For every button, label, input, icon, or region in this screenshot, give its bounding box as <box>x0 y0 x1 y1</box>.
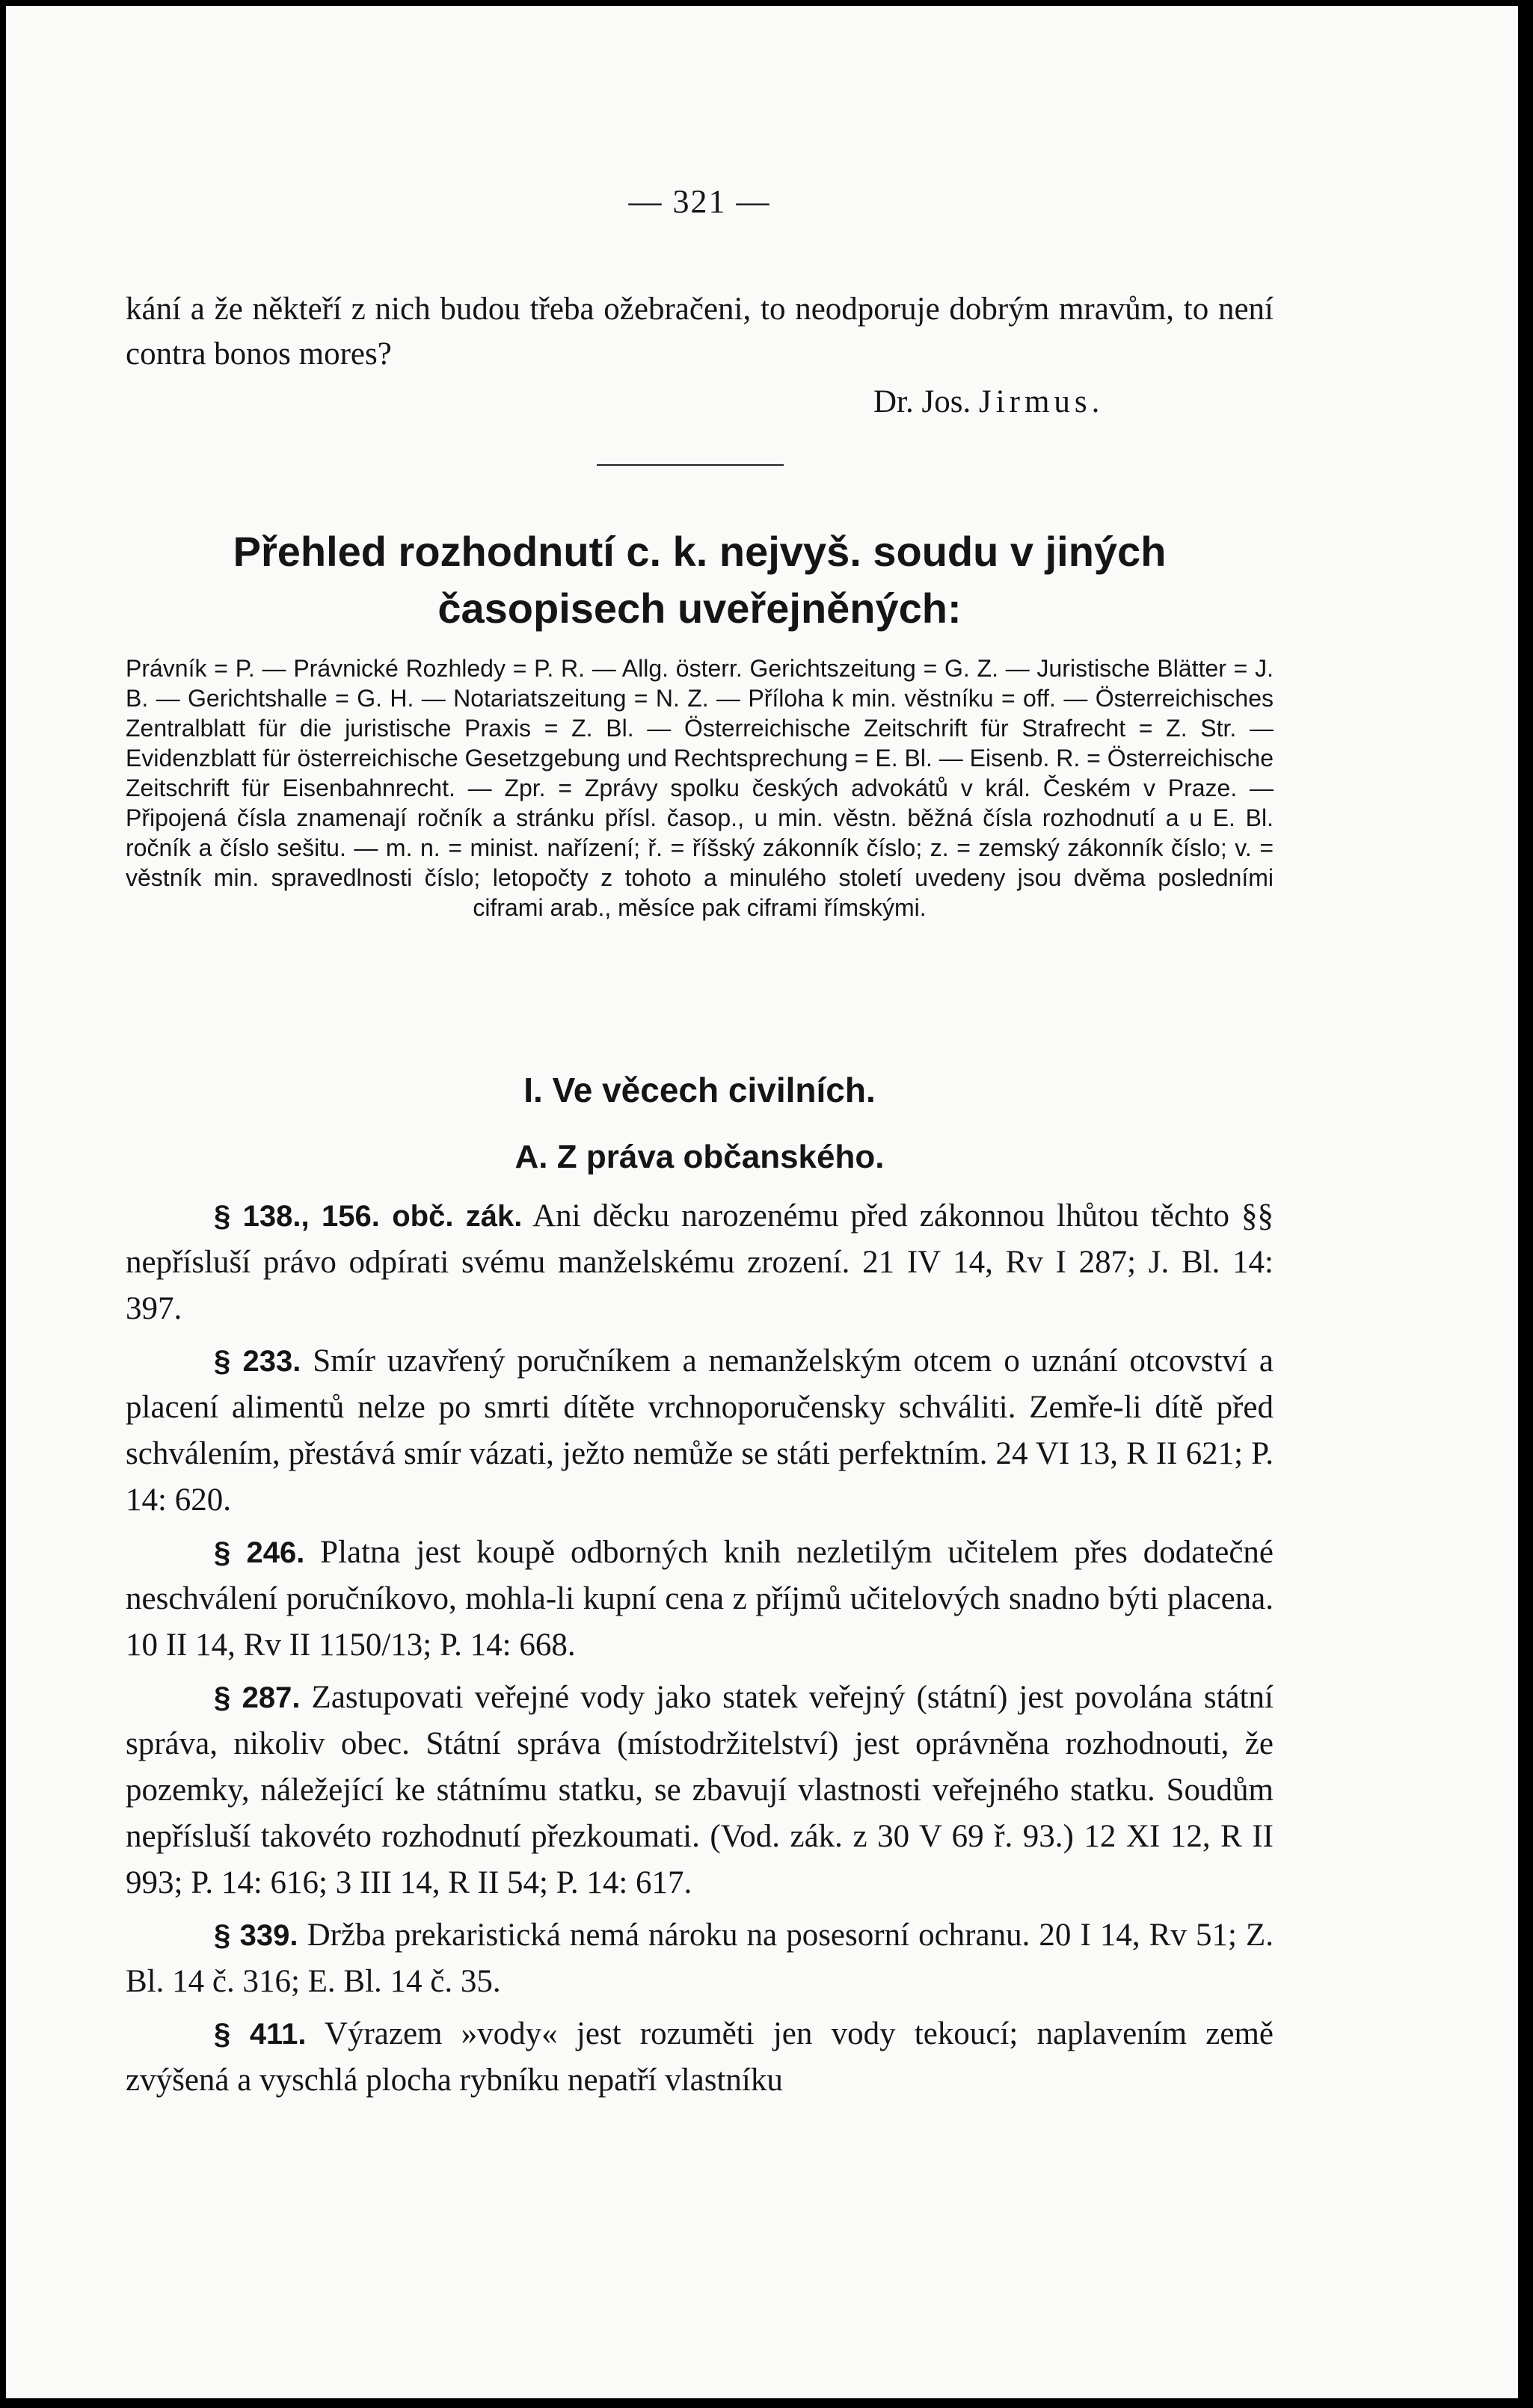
main-heading <box>126 523 1274 637</box>
entry-text: Smír uzavřený poručníkem a nemanželským otcem o uznání otcovství a placení alimentů nelze po smrti dítěte vrchnoporučensky schváliti. Zemře-li dítě před schválením, přestává smír vázati, ježto nemůže se státi perfektním. 24 VI 13, R II 621; P. 14: 620. <box>126 1343 1274 1518</box>
entry-reference: § 233. <box>214 1345 301 1378</box>
section-title: I. Ve věcech civilních. <box>523 1071 876 1109</box>
author-signature <box>873 380 1307 425</box>
decision-entry <box>126 1675 1274 1906</box>
entry-text: Držba prekaristická nemá nároku na posesorní ochranu. 20 I 14, Rv 51; Z. Bl. 14 č. 316; E. Bl. 14 č. 35. <box>126 1918 1274 1999</box>
page-number: — 321 — <box>628 183 771 220</box>
abbreviations-paragraph: Právník = P. — Právnické Rozhledy = P. R. — Allg. österr. Gerichtszeitung = G. Z. — Juristische Blätter = J. B. — Gerichtshalle = G. H. — Notariatszeitung = N. Z. — Příloha k min. věstníku = off. — Österreichisches Zentralblatt für die juristische Praxis = Z. Bl. — Österreichische Zeitschrift für Strafrecht = Z. Str. — Evidenzblatt für österreichische Gesetzgebung und Rechtsprechung = E. Bl. — Eisenb. R. = Österreichische Zeitschrift für Eisenbahnrecht. — Zpr. = Zprávy spolku českých advokátů v král. Českém v Praze. — Připojená čísla znamenají ročník a stránku přísl. časop., u min. věstn. běžná čísla rozhodnutí a u E. Bl. ročník a číslo sešitu. — m. n. = minist. nařízení; ř. = říšský zákonník číslo; z. = zemský zákonník číslo; v. = věstník min. spravedlnosti číslo; letopočty z tohoto a minulého století uvedeny jsou dvěma posledními ciframi arab., měsíce pak ciframi římskými. <box>126 655 1274 921</box>
decision-entry <box>126 2011 1274 2104</box>
decision-entry <box>126 1193 1274 1332</box>
book-page <box>6 6 1518 2398</box>
entry-text: Zastupovati veřejné vody jako statek veřejný (státní) jest povolána státní správa, nikoliv obec. Státní správa (místodržitelství) jest oprávněna rozhodnouti, že pozemky, náležející ke státnímu statku, se zbavují vlastnosti veřejného statku. Soudům nepřísluší takovéto rozhodnutí přezkoumati. (Vod. zák. z 30 V 69 ř. 93.) 12 XI 12, R II 993; P. 14: 616; 3 III 14, R II 54; P. 14: 617. <box>126 1680 1274 1900</box>
decision-entry <box>126 1338 1274 1524</box>
subsection-title: A. Z práva občanského. <box>514 1139 885 1175</box>
signature-prefix: Dr. Jos. <box>873 384 979 419</box>
entry-text: Výrazem »vody« jest rozuměti jen vody tekoucí; naplavením země zvýšená a vyschlá plocha rybníku nepatří vlastníku <box>126 2016 1274 2098</box>
entry-reference: § 287. <box>214 1681 301 1714</box>
section-divider <box>597 464 784 466</box>
entry-reference: § 246. <box>214 1536 305 1569</box>
decision-entry <box>126 1912 1274 2005</box>
entry-text: Ani děcku narozenému před zákonnou lhůtou těchto §§ nepřísluší právo odpírati svému manželskému zrození. 21 IV 14, Rv I 287; J. Bl. 14: 397. <box>126 1198 1274 1326</box>
decision-entry <box>126 1530 1274 1669</box>
entry-reference: § 339. <box>214 1919 298 1952</box>
entry-text: Platna jest koupě odborných knih nezletilým učitelem přes dodatečné neschválení poručníkovo, mohla-li kupní cena z příjmů učitelových snadno býti placena. 10 II 14, Rv II 1150/13; P. 14: 668. <box>126 1535 1274 1663</box>
main-heading-line-2: časopisech uveřejněných: <box>437 585 962 632</box>
signature-name: Jirmus. <box>978 384 1105 419</box>
opening-paragraph: kání a že někteří z nich budou třeba ožebračeni, to neodporuje dobrým mravům, to není contra bonos mores? <box>126 292 1274 372</box>
entry-reference: § 411. <box>214 2018 307 2051</box>
entry-reference: § 138., 156. obč. zák. <box>214 1200 523 1233</box>
decision-entries <box>126 1193 1274 2110</box>
main-heading-line-1: Přehled rozhodnutí c. k. nejvyš. soudu v jiných <box>233 528 1167 575</box>
